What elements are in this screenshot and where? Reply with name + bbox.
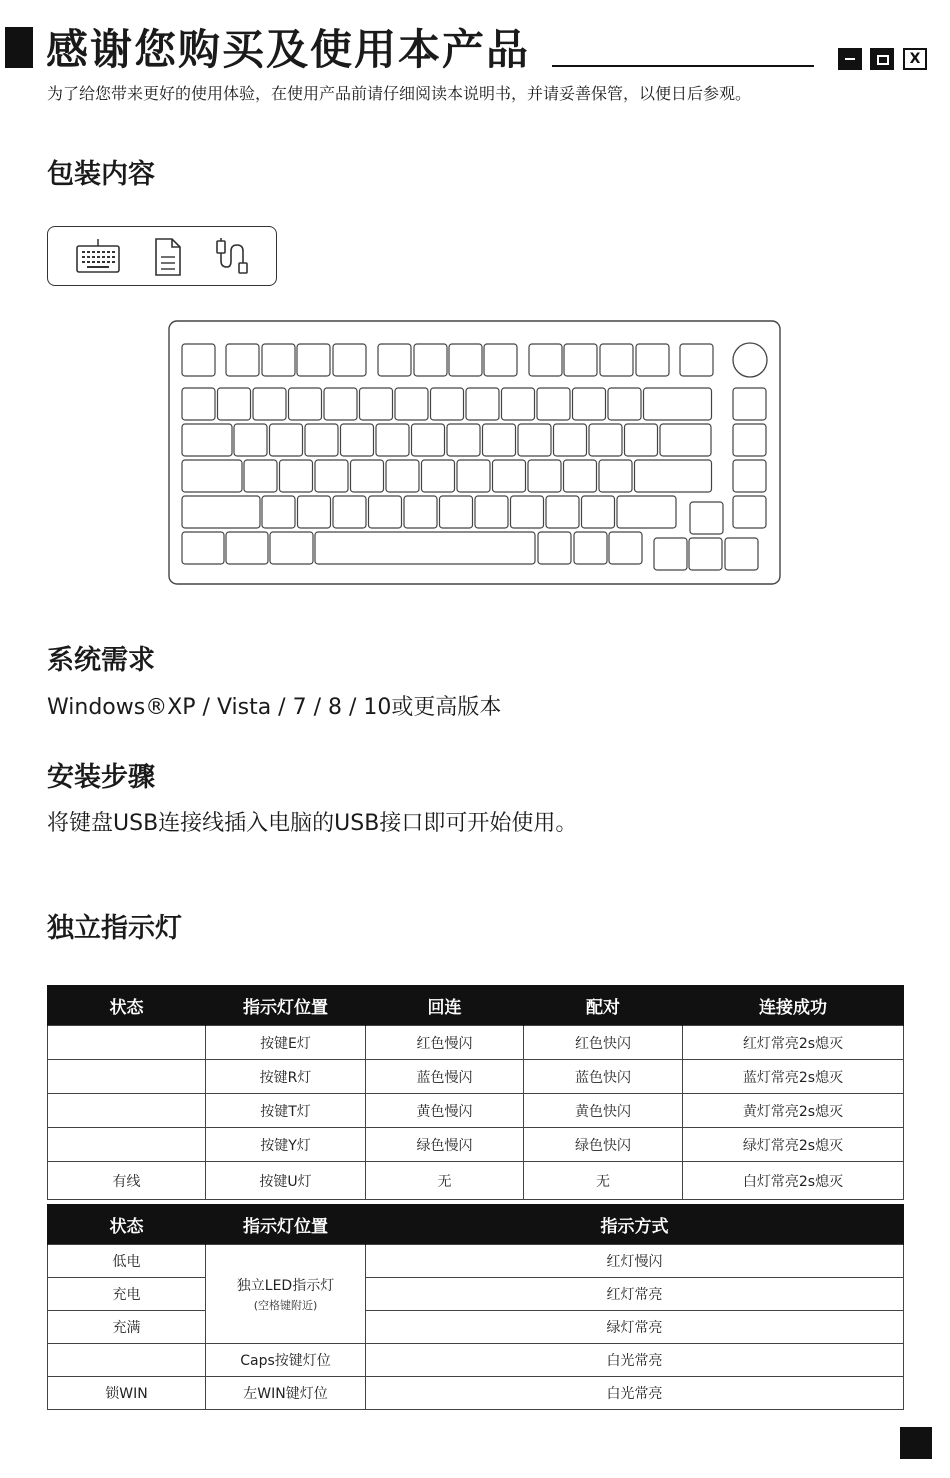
keyboard-key — [182, 496, 260, 528]
keyboard-key — [182, 344, 215, 376]
table-header: 连接成功 — [683, 985, 904, 1026]
requirements-heading: 系统需求 — [47, 645, 155, 676]
table-cell — [48, 1026, 206, 1060]
table-cell: 黄色慢闪 — [366, 1094, 524, 1128]
keyboard-key — [733, 496, 766, 528]
keyboard-key — [351, 460, 384, 492]
table-row — [48, 1344, 904, 1377]
table-cell: 左WIN键灯位 — [206, 1377, 366, 1410]
table-cell: 黄色快闪 — [524, 1094, 683, 1128]
table-header: 状态 — [48, 985, 206, 1026]
keyboard-key — [733, 388, 766, 420]
keyboard-key — [457, 460, 490, 492]
keyboard-key — [341, 424, 374, 456]
keyboard-key — [599, 460, 632, 492]
table-cell — [48, 1128, 206, 1162]
table-cell: 充满 — [48, 1311, 206, 1344]
keyboard-key — [369, 496, 402, 528]
keyboard-key — [395, 388, 428, 420]
keyboard-key — [538, 532, 571, 564]
keyboard-key — [725, 538, 758, 570]
table-cell: 无 — [366, 1162, 524, 1200]
keyboard-key — [690, 502, 723, 534]
keyboard-key — [315, 532, 535, 564]
keyboard-key — [289, 388, 322, 420]
keyboard-key — [635, 460, 712, 492]
table-cell: 蓝灯常亮2s熄灭 — [683, 1060, 904, 1094]
table-cell: 白光常亮 — [366, 1377, 904, 1410]
keyboard-key — [182, 460, 242, 492]
keyboard-key — [689, 538, 722, 570]
keyboard-key — [440, 496, 473, 528]
table-cell: 白光常亮 — [366, 1344, 904, 1377]
table-cell — [48, 1060, 206, 1094]
table-cell — [48, 1344, 206, 1377]
keyboard-key — [182, 532, 224, 564]
keyboard-key — [270, 532, 313, 564]
table-cell: 绿灯常亮 — [366, 1311, 904, 1344]
keyboard-key — [378, 344, 411, 376]
table-row — [48, 1377, 904, 1410]
keyboard-key — [537, 388, 570, 420]
keyboard-key — [182, 388, 215, 420]
table-row — [48, 1060, 904, 1094]
table-row — [48, 1094, 904, 1128]
keyboard-key — [466, 388, 499, 420]
table-cell: 按键U灯 — [206, 1162, 366, 1200]
keyboard-key — [574, 532, 607, 564]
package-contents-box — [47, 226, 277, 286]
keyboard-key — [589, 424, 622, 456]
table-cell: 红色快闪 — [524, 1026, 683, 1060]
keyboard-key — [644, 388, 712, 420]
maximize-icon — [870, 48, 894, 70]
keyboard-key — [608, 388, 641, 420]
table-cell: 锁WIN — [48, 1377, 206, 1410]
keyboard-key — [270, 424, 303, 456]
table-cell — [48, 1094, 206, 1128]
requirements-text: Windows®XP / Vista / 7 / 8 / 10或更高版本 — [47, 695, 502, 720]
table-header: 指示方式 — [366, 1204, 904, 1245]
table-cell: 绿灯常亮2s熄灭 — [683, 1128, 904, 1162]
keyboard-key — [333, 344, 366, 376]
keyboard-key — [625, 424, 658, 456]
table-cell: Caps按键灯位 — [206, 1344, 366, 1377]
keyboard-key — [422, 460, 455, 492]
title-accent-bar — [5, 27, 33, 68]
table-cell: 蓝色快闪 — [524, 1060, 683, 1094]
keyboard-key — [573, 388, 606, 420]
keyboard-key — [333, 496, 366, 528]
keyboard-key — [600, 344, 633, 376]
close-icon: X — [903, 48, 927, 70]
keyboard-key — [234, 424, 267, 456]
keyboard-key — [564, 460, 597, 492]
table-cell: 红灯常亮2s熄灭 — [683, 1026, 904, 1060]
table-row — [48, 1245, 904, 1278]
led-location-note: (空格键附近) — [253, 1299, 318, 1312]
keyboard-key — [484, 344, 517, 376]
table-cell: 绿色慢闪 — [366, 1128, 524, 1162]
keyboard-key — [414, 344, 447, 376]
table-cell: 白灯常亮2s熄灭 — [683, 1162, 904, 1200]
keyboard-key — [298, 496, 331, 528]
table-row — [48, 1311, 904, 1344]
keyboard-key — [324, 388, 357, 420]
indicator-table-status — [47, 1204, 904, 1410]
keyboard-key — [447, 424, 480, 456]
keyboard-key — [404, 496, 437, 528]
keyboard-icon — [75, 237, 121, 277]
keyboard-key — [680, 344, 713, 376]
table-header: 指示灯位置 — [206, 1204, 366, 1245]
keyboard-key — [386, 460, 419, 492]
cable-icon — [213, 237, 253, 277]
keyboard-key — [218, 388, 251, 420]
keyboard-key — [253, 388, 286, 420]
keyboard-key — [449, 344, 482, 376]
keyboard-key — [376, 424, 409, 456]
table-header: 回连 — [366, 985, 524, 1026]
page-corner-mark — [900, 1427, 932, 1459]
table-row — [48, 1026, 904, 1060]
table-cell: 红色慢闪 — [366, 1026, 524, 1060]
keyboard-key — [483, 424, 516, 456]
minimize-icon — [838, 48, 862, 70]
keyboard-key — [226, 532, 268, 564]
keyboard-key — [609, 532, 642, 564]
keyboard-key — [733, 424, 766, 456]
keyboard-key — [554, 424, 587, 456]
keyboard-key — [475, 496, 508, 528]
led-location-label: 独立LED指示灯 — [236, 1278, 335, 1294]
table-row — [48, 1162, 904, 1200]
keyboard-key — [582, 496, 615, 528]
table-cell: 有线 — [48, 1162, 206, 1200]
table-cell: 按键Y灯 — [206, 1128, 366, 1162]
title-underline — [552, 65, 814, 67]
table-header: 配对 — [524, 985, 683, 1026]
keyboard-key — [305, 424, 338, 456]
indicators-heading: 独立指示灯 — [47, 913, 182, 944]
table-cell: 按键E灯 — [206, 1026, 366, 1060]
keyboard-key — [412, 424, 445, 456]
keyboard-key — [493, 460, 526, 492]
table-header: 状态 — [48, 1204, 206, 1245]
keyboard-key — [244, 460, 277, 492]
keyboard-diagram — [168, 320, 782, 586]
table-cell: 黄灯常亮2s熄灭 — [683, 1094, 904, 1128]
keyboard-key — [636, 344, 669, 376]
table-cell: 无 — [524, 1162, 683, 1200]
indicator-table-connection — [47, 985, 904, 1200]
keyboard-key — [660, 424, 711, 456]
package-heading: 包装内容 — [47, 159, 155, 190]
install-heading: 安装步骤 — [47, 762, 155, 793]
keyboard-key — [518, 424, 551, 456]
keyboard-key — [502, 388, 535, 420]
table-row — [48, 1128, 904, 1162]
table-cell: 蓝色慢闪 — [366, 1060, 524, 1094]
keyboard-key — [297, 344, 330, 376]
keyboard-key — [528, 460, 561, 492]
keyboard-key — [262, 344, 295, 376]
keyboard-key — [654, 538, 687, 570]
install-text: 将键盘USB连接线插入电脑的USB接口即可开始使用。 — [47, 811, 578, 836]
keyboard-key — [511, 496, 544, 528]
knob-icon — [733, 343, 767, 377]
keyboard-key — [280, 460, 313, 492]
table-cell: 按键R灯 — [206, 1060, 366, 1094]
keyboard-key — [733, 460, 766, 492]
table-row — [48, 1278, 904, 1311]
keyboard-key — [564, 344, 597, 376]
keyboard-key — [226, 344, 259, 376]
keyboard-key — [360, 388, 393, 420]
table-header: 指示灯位置 — [206, 985, 366, 1026]
table-cell-merged — [206, 1245, 366, 1344]
table-cell: 按键T灯 — [206, 1094, 366, 1128]
table-cell: 红灯慢闪 — [366, 1245, 904, 1278]
keyboard-key — [529, 344, 562, 376]
table-cell: 充电 — [48, 1278, 206, 1311]
table-cell: 红灯常亮 — [366, 1278, 904, 1311]
intro-text: 为了给您带来更好的使用体验，在使用产品前请仔细阅读本说明书，并请妥善保管，以便日后参观。 — [47, 84, 752, 103]
keyboard-key — [431, 388, 464, 420]
keyboard-key — [617, 496, 676, 528]
document-icon — [153, 237, 183, 277]
table-cell: 绿色快闪 — [524, 1128, 683, 1162]
keyboard-key — [262, 496, 295, 528]
keyboard-key — [182, 424, 232, 456]
page-title: 感谢您购买及使用本产品 — [46, 25, 531, 74]
table-cell: 低电 — [48, 1245, 206, 1278]
keyboard-key — [546, 496, 579, 528]
keyboard-key — [315, 460, 348, 492]
